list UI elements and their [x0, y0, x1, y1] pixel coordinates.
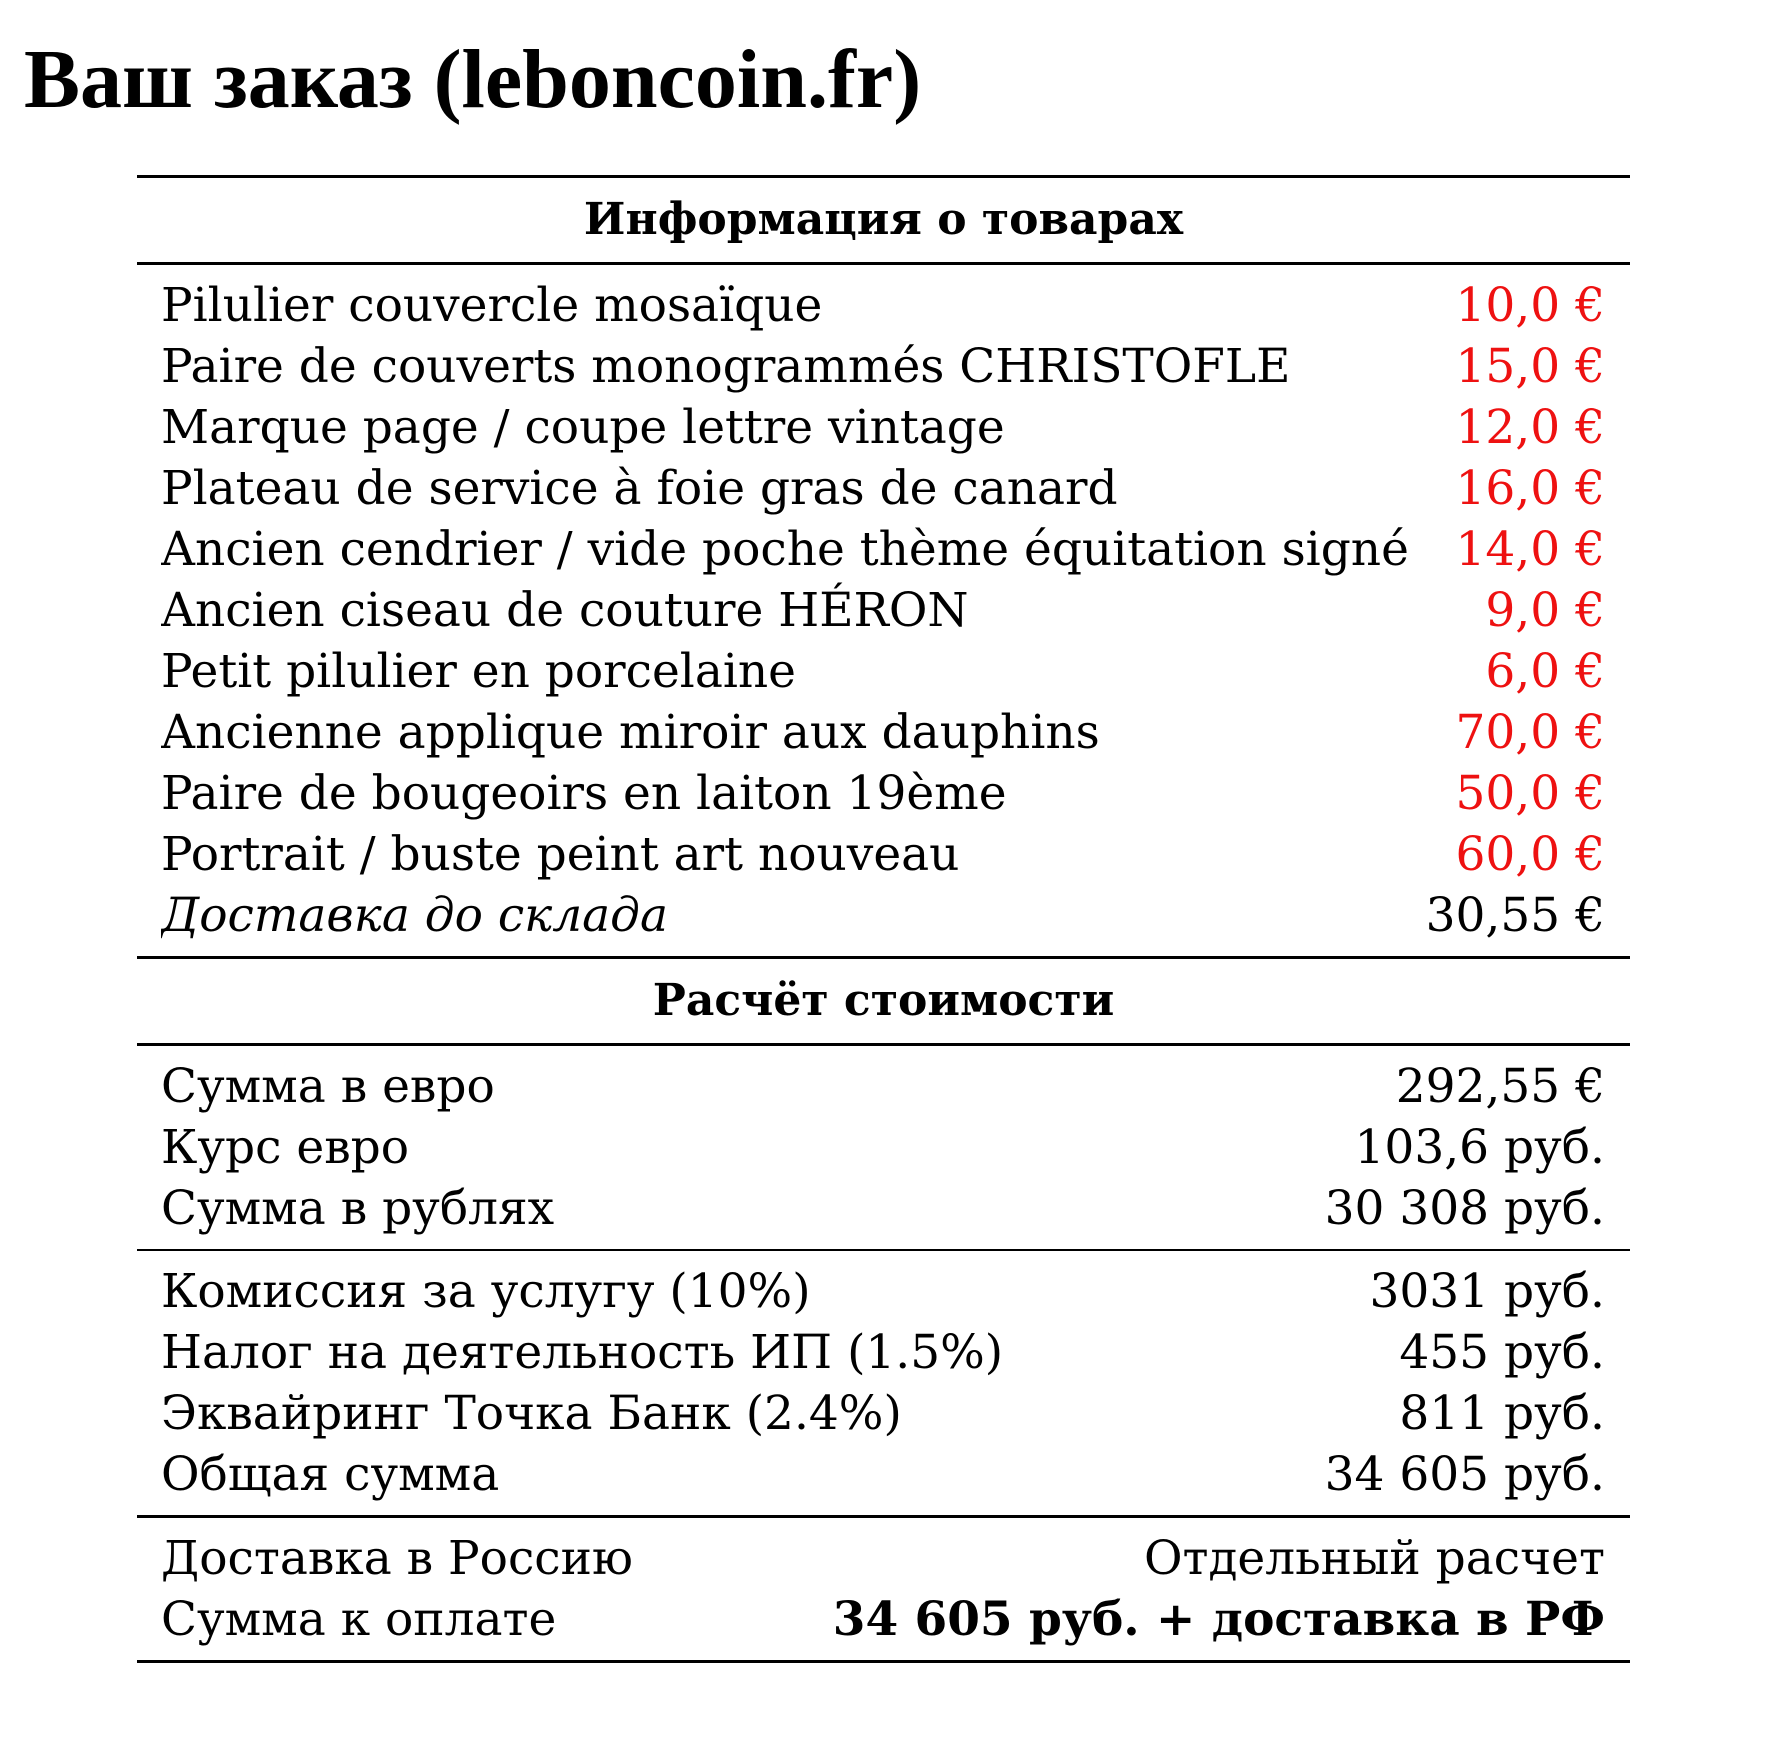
product-name: Portrait / buste peint art nouveau: [161, 827, 960, 882]
page-title: Ваш заказ (leboncoin.fr): [24, 33, 922, 126]
euro-sum-row: [137, 1056, 1630, 1117]
russia-delivery-label: Доставка в Россию: [161, 1531, 633, 1586]
product-row: [137, 580, 1630, 641]
payment-total-row: [137, 1589, 1630, 1650]
product-price: 12,0 €: [1455, 400, 1605, 455]
product-name: Paire de couverts monogrammés CHRISTOFLE: [161, 339, 1291, 394]
tax-label: Налог на деятельность ИП (1.5%): [161, 1325, 1004, 1380]
product-price: 10,0 €: [1455, 278, 1605, 333]
warehouse-shipping-label: Доставка до склада: [161, 888, 668, 943]
payment-total-label: Сумма к оплате: [161, 1592, 557, 1647]
product-row: [137, 275, 1630, 336]
product-price: 16,0 €: [1455, 461, 1605, 516]
exchange-rate-label: Курс евро: [161, 1120, 410, 1175]
product-name: Paire de bougeoirs en laiton 19ème: [161, 766, 1007, 821]
product-row: [137, 824, 1630, 885]
products-list: [137, 265, 1630, 956]
product-name: Marque page / coupe lettre vintage: [161, 400, 1005, 455]
product-price: 70,0 €: [1455, 705, 1605, 760]
products-section-header: Информация о товарах: [583, 194, 1184, 245]
product-row: [137, 397, 1630, 458]
product-name: Ancien cendrier / vide poche thème équitation signé: [161, 522, 1409, 577]
warehouse-shipping-row: [137, 885, 1630, 946]
acquiring-row: [137, 1383, 1630, 1444]
service-fee-label: Комиссия за услугу (10%): [161, 1264, 811, 1319]
product-price: 50,0 €: [1455, 766, 1605, 821]
rouble-sum-row: [137, 1178, 1630, 1239]
exchange-rate-row: [137, 1117, 1630, 1178]
rouble-sum-label: Сумма в рублях: [161, 1181, 555, 1236]
tax-row: [137, 1322, 1630, 1383]
subtotal-row: [137, 1444, 1630, 1505]
euro-sum-value: 292,55 €: [1395, 1059, 1605, 1114]
product-name: Ancien ciseau de couture HÉRON: [161, 583, 969, 638]
acquiring-value: 811 руб.: [1399, 1386, 1605, 1441]
product-row: [137, 336, 1630, 397]
warehouse-shipping-value: 30,55 €: [1425, 888, 1605, 943]
order-table: [137, 175, 1630, 1663]
service-fee-value: 3031 руб.: [1369, 1264, 1605, 1319]
rouble-sum-value: 30 308 руб.: [1324, 1181, 1605, 1236]
acquiring-label: Эквайринг Точка Банк (2.4%): [161, 1386, 902, 1441]
fees-list: [137, 1251, 1630, 1515]
euro-sum-label: Сумма в евро: [161, 1059, 495, 1114]
calculation-section-header: Расчёт стоимости: [652, 975, 1115, 1026]
product-price: 6,0 €: [1485, 644, 1605, 699]
product-name: Petit pilulier en porcelaine: [161, 644, 796, 699]
service-fee-row: [137, 1261, 1630, 1322]
product-row: [137, 763, 1630, 824]
product-row: [137, 641, 1630, 702]
product-price: 14,0 €: [1455, 522, 1605, 577]
russia-delivery-row: [137, 1528, 1630, 1589]
subtotal-value: 34 605 руб.: [1324, 1447, 1605, 1502]
product-price: 15,0 €: [1455, 339, 1605, 394]
final-list: [137, 1518, 1630, 1660]
tax-value: 455 руб.: [1399, 1325, 1605, 1380]
subtotal-label: Общая сумма: [161, 1447, 500, 1502]
product-row: [137, 458, 1630, 519]
product-price: 60,0 €: [1455, 827, 1605, 882]
product-row: [137, 702, 1630, 763]
product-price: 9,0 €: [1485, 583, 1605, 638]
product-name: Pilulier couvercle mosaïque: [161, 278, 823, 333]
russia-delivery-value: Отдельный расчет: [1143, 1531, 1605, 1586]
exchange-rate-value: 103,6 руб.: [1354, 1120, 1605, 1175]
payment-total-value: 34 605 руб. + доставка в РФ: [832, 1592, 1605, 1647]
divider: [137, 1660, 1630, 1663]
product-row: [137, 519, 1630, 580]
product-name: Plateau de service à foie gras de canard: [161, 461, 1118, 516]
product-name: Ancienne applique miroir aux dauphins: [161, 705, 1100, 760]
conversion-list: [137, 1046, 1630, 1249]
